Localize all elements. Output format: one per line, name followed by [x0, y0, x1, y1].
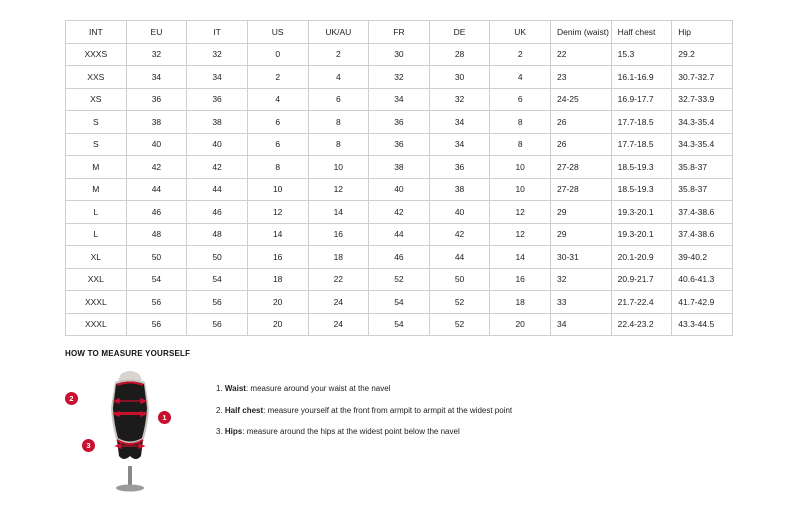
table-cell: 4 — [490, 66, 551, 89]
table-cell: 56 — [126, 291, 187, 314]
table-cell: 24 — [308, 313, 369, 336]
table-cell: 35.8-37 — [672, 178, 733, 201]
marker-half-chest: 2 — [65, 392, 78, 405]
table-cell: XXL — [66, 268, 127, 291]
table-cell: 46 — [126, 201, 187, 224]
table-cell: S — [66, 111, 127, 134]
table-cell: 10 — [247, 178, 308, 201]
table-cell: 32.7-33.9 — [672, 88, 733, 111]
table-cell: 37.4-38.6 — [672, 223, 733, 246]
table-cell: 24 — [308, 291, 369, 314]
table-cell: 10 — [308, 156, 369, 179]
table-cell: XXXS — [66, 43, 127, 66]
table-cell: 32 — [429, 88, 490, 111]
table-cell: 8 — [490, 111, 551, 134]
measure-step-hips — [216, 427, 512, 437]
step-number-3: 3. — [216, 427, 225, 437]
table-cell: 26 — [551, 111, 612, 134]
table-cell: 16 — [247, 246, 308, 269]
table-cell: 38 — [126, 111, 187, 134]
table-cell: 16.1-16.9 — [611, 66, 672, 89]
table-cell: 34 — [369, 88, 430, 111]
table-row — [66, 111, 733, 134]
table-cell: 24-25 — [551, 88, 612, 111]
table-cell: 33 — [551, 291, 612, 314]
table-cell: 38 — [429, 178, 490, 201]
table-cell: 8 — [490, 133, 551, 156]
table-cell: 52 — [369, 268, 430, 291]
step-number-2: 2. — [216, 405, 225, 415]
table-cell: 28 — [429, 43, 490, 66]
table-cell: 18 — [490, 291, 551, 314]
table-cell: 38 — [369, 156, 430, 179]
measure-steps — [216, 368, 512, 449]
table-cell: 22.4-23.2 — [611, 313, 672, 336]
table-cell: 32 — [369, 66, 430, 89]
table-cell: 27-28 — [551, 156, 612, 179]
mannequin-figure — [65, 368, 210, 493]
table-cell: 48 — [126, 223, 187, 246]
table-cell: 30.7-32.7 — [672, 66, 733, 89]
table-row — [66, 223, 733, 246]
table-cell: 54 — [369, 291, 430, 314]
step-number-1: 1. — [216, 384, 225, 393]
table-cell: 20.9-21.7 — [611, 268, 672, 291]
table-cell: L — [66, 223, 127, 246]
table-cell: 44 — [369, 223, 430, 246]
table-cell: 15.3 — [611, 43, 672, 66]
table-cell: 50 — [187, 246, 248, 269]
table-cell: 20 — [247, 313, 308, 336]
table-cell: 12 — [490, 201, 551, 224]
table-cell: 50 — [126, 246, 187, 269]
table-cell: 8 — [308, 133, 369, 156]
table-cell: 32 — [551, 268, 612, 291]
table-cell: 43.3-44.5 — [672, 313, 733, 336]
table-cell: 20.1-20.9 — [611, 246, 672, 269]
table-cell: 40.6-41.3 — [672, 268, 733, 291]
mannequin-illustration — [95, 368, 167, 493]
table-row — [66, 178, 733, 201]
table-cell: 26 — [551, 133, 612, 156]
table-cell: 54 — [187, 268, 248, 291]
table-cell: 18 — [247, 268, 308, 291]
table-cell: M — [66, 178, 127, 201]
step-text-hips: : measure around the hips at the widest point below the navel — [242, 427, 460, 437]
column-header-int: INT — [66, 21, 127, 44]
table-cell: 40 — [369, 178, 430, 201]
table-cell: 19.3-20.1 — [611, 201, 672, 224]
table-cell: 50 — [429, 268, 490, 291]
table-cell: 30-31 — [551, 246, 612, 269]
table-cell: 34 — [551, 313, 612, 336]
step-text-waist: : measure around your waist at the navel — [245, 384, 391, 393]
table-row — [66, 313, 733, 336]
table-cell: 36 — [369, 111, 430, 134]
table-cell: 36 — [429, 156, 490, 179]
table-cell: 29 — [551, 201, 612, 224]
table-cell: 46 — [369, 246, 430, 269]
measure-step-half-chest — [216, 406, 512, 416]
table-cell: 10 — [490, 178, 551, 201]
table-row — [66, 133, 733, 156]
table-cell: 23 — [551, 66, 612, 89]
table-cell: 36 — [126, 88, 187, 111]
table-cell: 56 — [126, 313, 187, 336]
table-cell: 44 — [126, 178, 187, 201]
step-text-half-chest: : measure yourself at the front from armpit to armpit at the widest point — [263, 405, 513, 415]
column-header-it: IT — [187, 21, 248, 44]
table-cell: 20 — [247, 291, 308, 314]
table-cell: 41.7-42.9 — [672, 291, 733, 314]
table-cell: 37.4-38.6 — [672, 201, 733, 224]
table-cell: 12 — [308, 178, 369, 201]
table-cell: 36 — [187, 88, 248, 111]
table-cell: 2 — [490, 43, 551, 66]
table-cell: 16 — [308, 223, 369, 246]
table-cell: 10 — [490, 156, 551, 179]
table-cell: S — [66, 133, 127, 156]
table-cell: 44 — [187, 178, 248, 201]
table-cell: 16 — [490, 268, 551, 291]
table-cell: 14 — [247, 223, 308, 246]
table-cell: 32 — [126, 43, 187, 66]
table-cell: 6 — [247, 111, 308, 134]
table-cell: 35.8-37 — [672, 156, 733, 179]
marker-waist: 1 — [158, 411, 171, 424]
table-cell: 36 — [369, 133, 430, 156]
table-cell: XXXL — [66, 291, 127, 314]
how-to-measure-section — [65, 349, 765, 493]
table-cell: 34.3-35.4 — [672, 133, 733, 156]
table-header-row — [66, 21, 733, 44]
column-header-half-chest: Half chest — [611, 21, 672, 44]
column-header-de: DE — [429, 21, 490, 44]
table-cell: 42 — [187, 156, 248, 179]
table-cell: 16.9-17.7 — [611, 88, 672, 111]
table-cell: 6 — [308, 88, 369, 111]
table-cell: 12 — [490, 223, 551, 246]
table-cell: XXXL — [66, 313, 127, 336]
table-cell: 30 — [369, 43, 430, 66]
table-cell: 34 — [126, 66, 187, 89]
table-cell: 40 — [187, 133, 248, 156]
table-cell: 14 — [308, 201, 369, 224]
table-cell: 38 — [187, 111, 248, 134]
table-cell: 6 — [247, 133, 308, 156]
table-cell: 2 — [308, 43, 369, 66]
step-label-waist: Waist — [224, 384, 246, 393]
table-row — [66, 246, 733, 269]
table-cell: 54 — [126, 268, 187, 291]
table-row — [66, 156, 733, 179]
table-cell: 27-28 — [551, 178, 612, 201]
table-cell: 34 — [187, 66, 248, 89]
column-header-us: US — [247, 21, 308, 44]
table-cell: 14 — [490, 246, 551, 269]
table-row — [66, 43, 733, 66]
table-cell: 30 — [429, 66, 490, 89]
table-cell: 48 — [187, 223, 248, 246]
table-cell: 17.7-18.5 — [611, 133, 672, 156]
table-row — [66, 291, 733, 314]
table-cell: 4 — [247, 88, 308, 111]
table-cell: 44 — [429, 246, 490, 269]
table-cell: 42 — [429, 223, 490, 246]
table-cell: 0 — [247, 43, 308, 66]
table-cell: 42 — [369, 201, 430, 224]
table-cell: 39-40.2 — [672, 246, 733, 269]
table-cell: 56 — [187, 291, 248, 314]
column-header-eu: EU — [126, 21, 187, 44]
table-cell: 34 — [429, 133, 490, 156]
table-cell: 54 — [369, 313, 430, 336]
table-cell: 46 — [187, 201, 248, 224]
table-cell: 17.7-18.5 — [611, 111, 672, 134]
table-row — [66, 88, 733, 111]
table-row — [66, 268, 733, 291]
table-cell: 8 — [308, 111, 369, 134]
table-cell: 22 — [308, 268, 369, 291]
table-cell: 22 — [551, 43, 612, 66]
table-cell: 40 — [126, 133, 187, 156]
table-cell: 21.7-22.4 — [611, 291, 672, 314]
column-header-hip: Hip — [672, 21, 733, 44]
table-cell: M — [66, 156, 127, 179]
size-chart-table — [65, 20, 733, 336]
table-cell: 12 — [247, 201, 308, 224]
table-cell: 29 — [551, 223, 612, 246]
table-cell: 40 — [429, 201, 490, 224]
table-cell: 4 — [308, 66, 369, 89]
table-cell: 18.5-19.3 — [611, 156, 672, 179]
column-header-uk-au: UK/AU — [308, 21, 369, 44]
table-cell: 8 — [247, 156, 308, 179]
table-cell: 18.5-19.3 — [611, 178, 672, 201]
table-cell: 52 — [429, 313, 490, 336]
table-cell: 19.3-20.1 — [611, 223, 672, 246]
table-cell: XXS — [66, 66, 127, 89]
table-cell: L — [66, 201, 127, 224]
table-cell: XS — [66, 88, 127, 111]
table-cell: 42 — [126, 156, 187, 179]
table-cell: 18 — [308, 246, 369, 269]
table-cell: 32 — [187, 43, 248, 66]
table-cell: XL — [66, 246, 127, 269]
column-header-uk: UK — [490, 21, 551, 44]
table-row — [66, 201, 733, 224]
table-cell: 29.2 — [672, 43, 733, 66]
table-cell: 52 — [429, 291, 490, 314]
column-header-denim-waist: Denim (waist) — [551, 21, 612, 44]
measure-title: HOW TO MEASURE YOURSELF — [65, 349, 191, 358]
step-label-hips: Hips — [224, 427, 243, 437]
table-cell: 20 — [490, 313, 551, 336]
step-label-half-chest: Half chest — [224, 405, 264, 415]
table-cell: 34.3-35.4 — [672, 111, 733, 134]
marker-hips: 3 — [82, 439, 95, 452]
table-cell: 2 — [247, 66, 308, 89]
table-cell: 6 — [490, 88, 551, 111]
measure-step-waist — [216, 384, 512, 394]
table-cell: 56 — [187, 313, 248, 336]
table-row — [66, 66, 733, 89]
table-cell: 34 — [429, 111, 490, 134]
column-header-fr: FR — [369, 21, 430, 44]
